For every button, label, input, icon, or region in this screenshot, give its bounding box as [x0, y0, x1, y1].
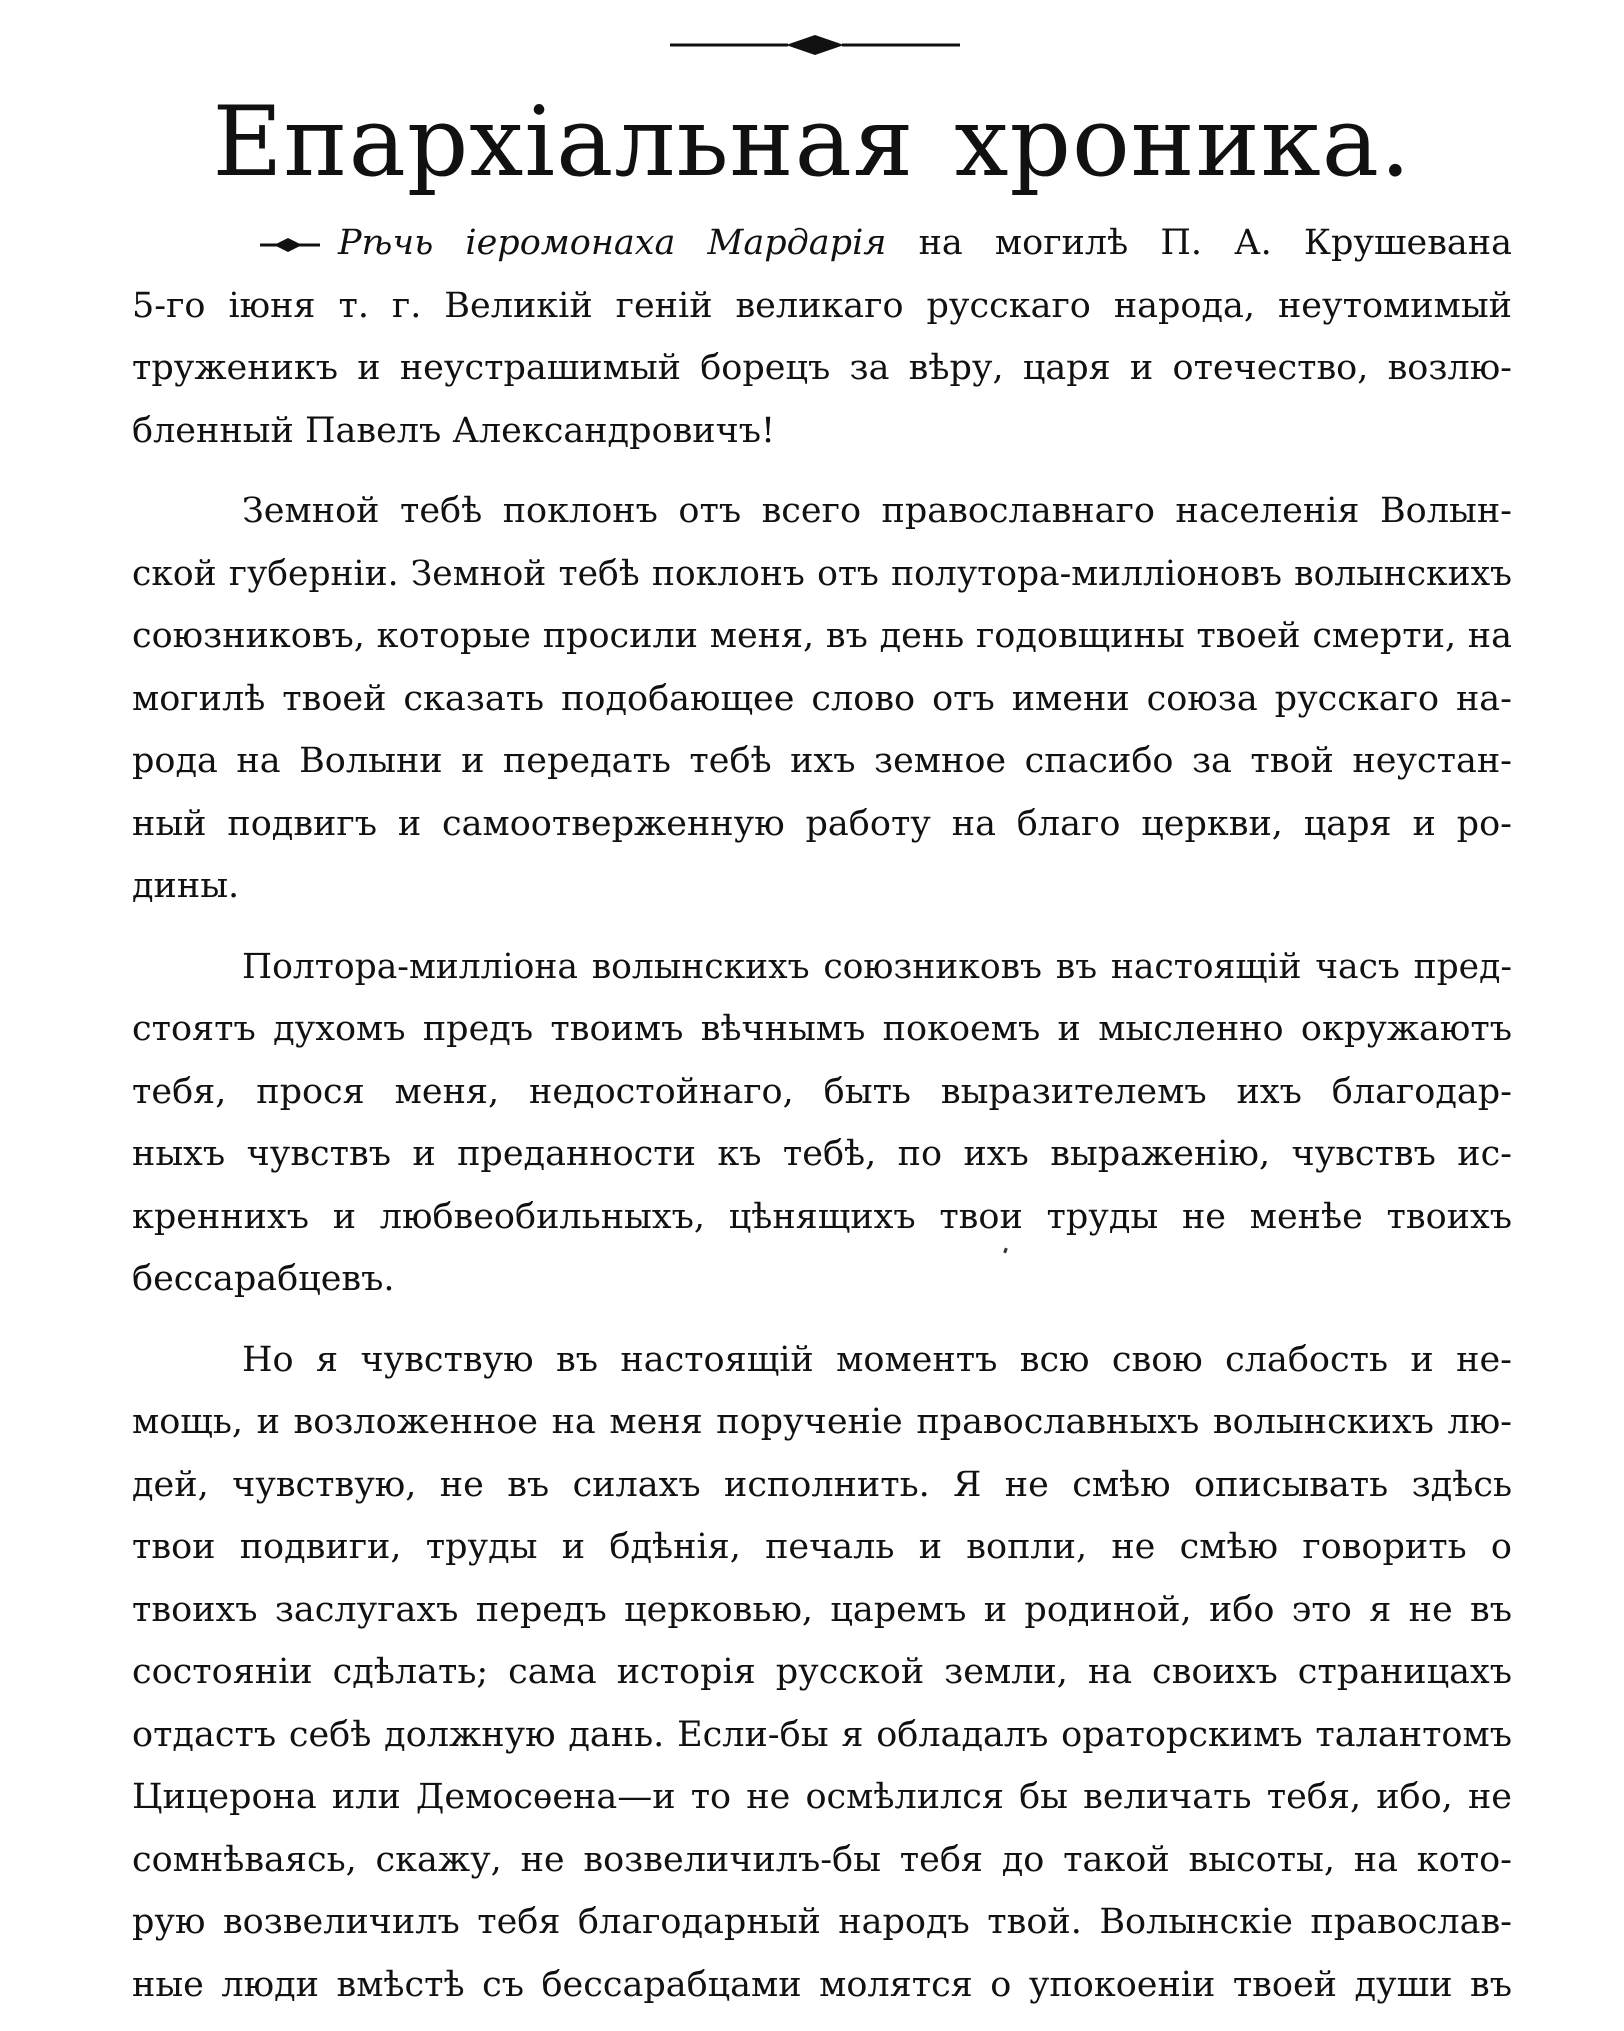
title-word-2: хроника.: [954, 86, 1412, 198]
paragraph-3-line: бессарабцевъ.: [132, 1259, 395, 1299]
page-title: [0, 86, 1624, 198]
paragraph-2-line: ный подвигъ и самоотверженную работу на благо церкви, царя и ро-: [132, 803, 1512, 844]
diamond-bullet-icon: [260, 235, 320, 255]
paragraph-3-line: стоятъ духомъ предъ твоимъ вѣчнымъ покоемъ и мысленно окружаютъ: [132, 1009, 1512, 1049]
speech-lead-rest: на могилѣ П. А. Крушевана: [918, 223, 1512, 263]
paragraph-2-line: дины.: [132, 866, 240, 906]
paragraph-1-line: труженикъ и неустрашимый борецъ за вѣру, царя и отечество, возлю-: [132, 348, 1512, 388]
paragraph-3-line: тебя, прося меня, недостойнаго, быть выразителемъ ихъ благодар-: [132, 1071, 1512, 1112]
paragraph-4-line: Цицерона или Демосѳена—и то не осмѣлился бы величать тебя, ибо, не: [132, 1777, 1512, 1817]
paragraph-4-line: ные люди вмѣстѣ съ бессарабцами молятся о упокоенiи твоей души въ: [132, 1964, 1512, 2005]
paragraph-1-line: 5-го iюня т. г. Великiй генiй великаго русскаго народа, неутомимый: [132, 285, 1512, 326]
paragraph-3-line: креннихъ и любвеобильныхъ, цѣнящихъ твои труды не менѣе твоихъ: [132, 1196, 1512, 1237]
paragraph-4-line: твои подвиги, труды и бдѣнiя, печаль и вопли, не смѣю говорить о: [132, 1527, 1512, 1567]
paragraph-3-line: ныхъ чувствъ и преданности къ тебѣ, по ихъ выраженiю, чувствъ ис-: [132, 1134, 1512, 1174]
paragraph-4-line: дей, чувствую, не въ силахъ исполнить. Я не смѣю описывать здѣсь: [132, 1464, 1512, 1505]
header-ornament-rule: [670, 30, 960, 60]
paragraph-4: [132, 1329, 1512, 2017]
paragraph-4-line: сомнѣваясь, скажу, не возвеличилъ-бы тебя до такой высоты, на кото-: [132, 1839, 1512, 1880]
paragraph-4-line: мощь, и возложенное на меня порученiе православныхъ волынскихъ лю-: [132, 1402, 1512, 1442]
article-body: [132, 212, 1512, 2016]
paragraph-2-line: могилѣ твоей сказать подобающее слово отъ имени союза русскаго на-: [132, 678, 1512, 719]
paragraph-2-line: рода на Волыни и передать тебѣ ихъ земное спасибо за твой неустан-: [132, 741, 1512, 781]
paragraph-4-line: Но я чувствую въ настоящiй моментъ всю свою слабость и не-: [242, 1339, 1512, 1380]
paragraph-4-line: отдастъ себѣ должную дань. Если-бы я обладалъ ораторскимъ талантомъ: [132, 1714, 1512, 1755]
paragraph-4-line: состоянiи сдѣлать; сама исторiя русской земли, на своихъ страницахъ: [132, 1652, 1512, 1692]
speech-lead-italic: Рѣчь iеромонаха Мардарiя: [338, 223, 887, 263]
paragraph-3-line: Полтора-миллiона волынскихъ союзниковъ въ настоящiй часъ пред-: [242, 946, 1512, 987]
paragraph-4-line: твоихъ заслугахъ передъ церковью, царемъ и родиной, ибо это я не въ: [132, 1589, 1512, 1630]
paragraph-3: [132, 936, 1512, 1311]
title-word-1: Епархiальная: [212, 86, 915, 198]
paragraph-1-line-1: [132, 212, 1512, 275]
paragraph-2-line: Земной тебѣ поклонъ отъ всего православнаго населенiя Волын-: [242, 491, 1512, 531]
paragraph-1-line: бленный Павелъ Александровичъ!: [132, 410, 776, 451]
paragraph-2-line: ской губернiи. Земной тебѣ поклонъ отъ полутора-миллiоновъ волынскихъ: [132, 553, 1512, 594]
paragraph-4-line: рую возвеличилъ тебя благодарный народъ твой. Волынскiе православ-: [132, 1902, 1512, 1942]
paragraph-1: [132, 212, 1512, 462]
paragraph-2-line: союзниковъ, которые просили меня, въ день годовщины твоей смерти, на: [132, 616, 1512, 656]
paragraph-2: [132, 480, 1512, 918]
